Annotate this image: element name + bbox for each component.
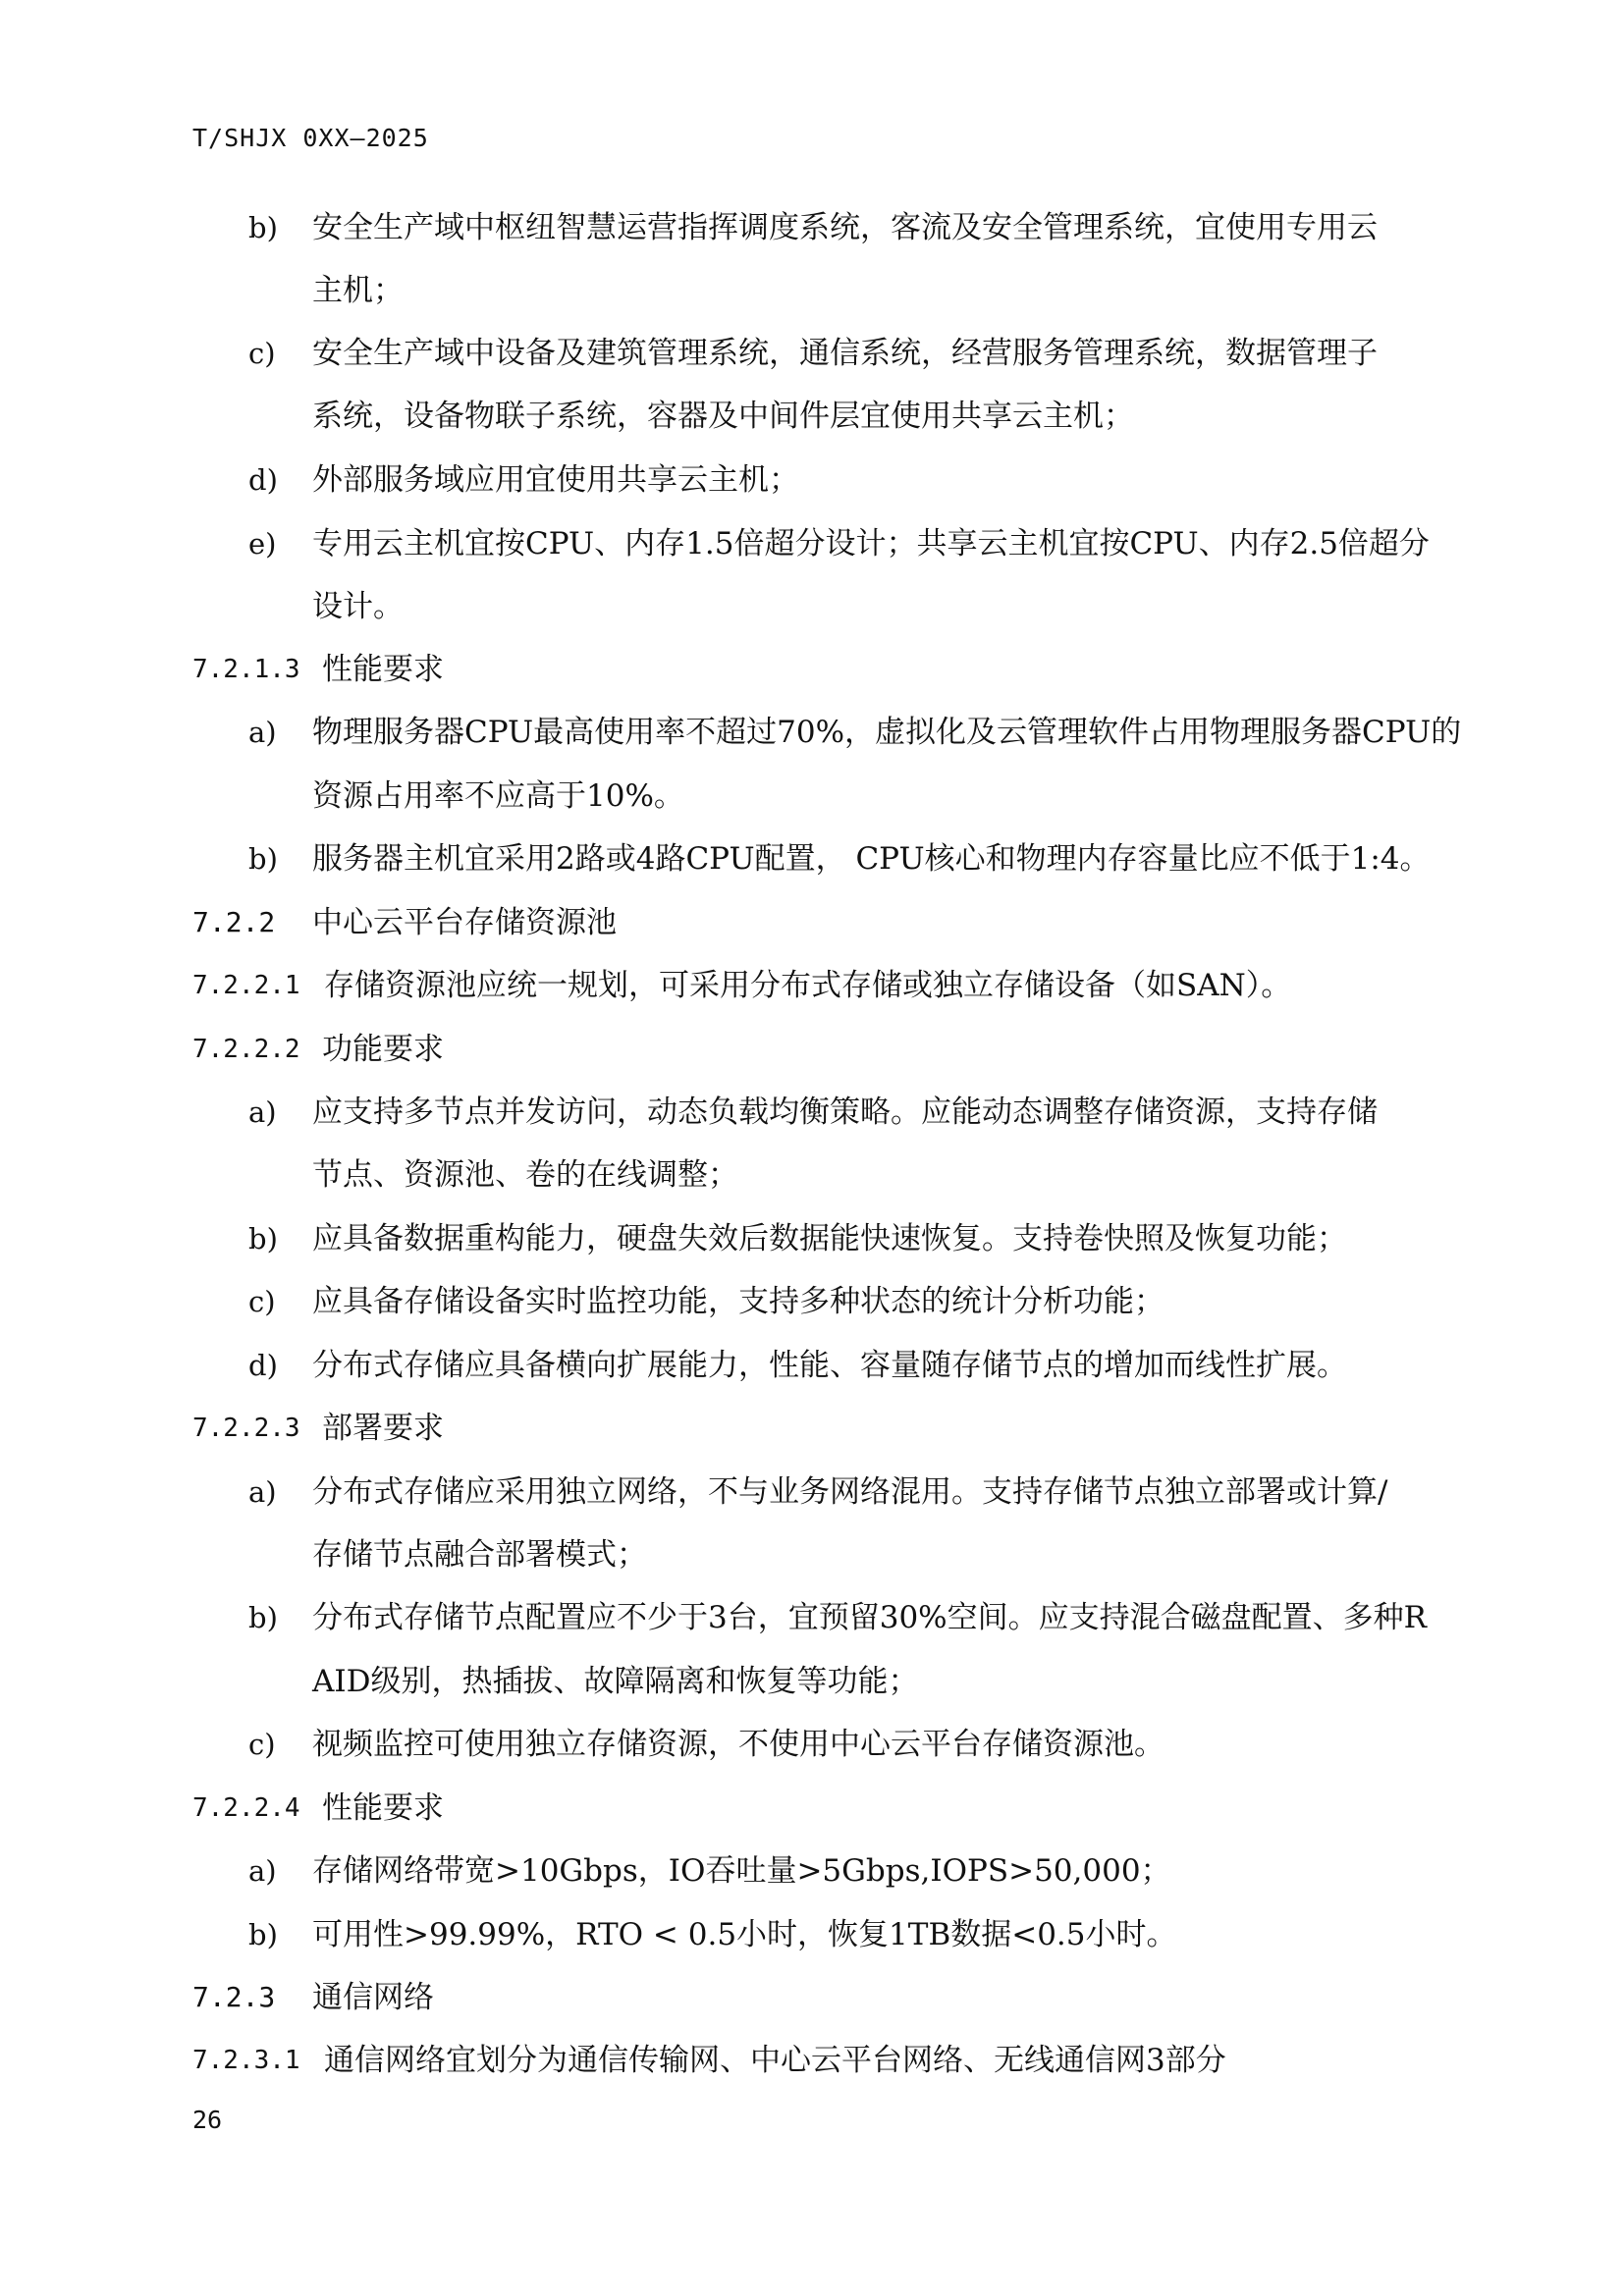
paragraph-line: 存储节点融合部署模式； <box>312 1537 647 1573</box>
paragraph-line: 分布式存储节点配置应不少于3台，宜预留30%空间。应支持混合磁盘配置、多种R <box>312 1600 1427 1635</box>
paragraph-line: AID级别，热插拔、故障隔离和恢复等功能； <box>312 1664 919 1699</box>
paragraph-line: 服务器主机宜采用2路或4路CPU配置， CPU核心和物理内存容量比应不低于1:4。 <box>312 841 1431 877</box>
list-label: c) <box>248 1285 276 1318</box>
section-title: 中心云平台存储资源池 <box>312 905 617 940</box>
list-label: d) <box>248 463 278 497</box>
page-number: 26 <box>192 2106 223 2134</box>
list-label: e) <box>248 527 277 561</box>
section-number: 7.2.2.1 <box>192 971 300 1000</box>
paragraph-line: 应具备数据重构能力，硬盘失效后数据能快速恢复。支持卷快照及恢复功能； <box>312 1221 1347 1256</box>
list-label: a) <box>248 1095 277 1129</box>
section-title: 通信网络 <box>312 1980 434 2015</box>
paragraph-line: 资源占用率不应高于10%。 <box>312 778 684 814</box>
paragraph-line: 通信网络宜划分为通信传输网、中心云平台网络、无线通信网3部分 <box>324 2043 1226 2078</box>
section-title: 性能要求 <box>322 652 444 687</box>
section-number: 7.2.3.1 <box>192 2046 300 2075</box>
paragraph-line: 存储网络带宽>10Gbps，IO吞吐量>5Gbps,IOPS>50,000； <box>312 1853 1171 1889</box>
paragraph-line: 应支持多节点并发访问，动态负载均衡策略。应能动态调整存储资源，支持存储 <box>312 1095 1378 1130</box>
list-label: a) <box>248 1854 277 1888</box>
paragraph-line: 物理服务器CPU最高使用率不超过70%，虚拟化及云管理软件占用物理服务器CPU的 <box>312 715 1462 750</box>
list-label: c) <box>248 337 276 370</box>
list-label: d) <box>248 1349 278 1382</box>
paragraph-line: 外部服务域应用宜使用共享云主机； <box>312 462 799 498</box>
paragraph-line: 主机； <box>312 273 404 308</box>
document-id-header: T/SHJX 0XX—2025 <box>192 124 429 152</box>
list-label: b) <box>248 211 278 244</box>
section-number: 7.2.2.3 <box>192 1414 300 1443</box>
section-number: 7.2.2 <box>192 906 276 938</box>
paragraph-line: 视频监控可使用独立存储资源，不使用中心云平台存储资源池。 <box>312 1727 1164 1762</box>
paragraph-line: 安全生产域中设备及建筑管理系统，通信系统，经营服务管理系统，数据管理子 <box>312 336 1378 371</box>
list-label: a) <box>248 1475 277 1509</box>
paragraph-line: 应具备存储设备实时监控功能，支持多种状态的统计分析功能； <box>312 1284 1164 1319</box>
paragraph-line: 分布式存储应采用独立网络，不与业务网络混用。支持存储节点独立部署或计算/ <box>312 1474 1388 1510</box>
paragraph-line: 分布式存储应具备横向扩展能力，性能、容量随存储节点的增加而线性扩展。 <box>312 1348 1347 1383</box>
section-title: 功能要求 <box>322 1032 444 1067</box>
section-number: 7.2.2.4 <box>192 1793 300 1823</box>
list-label: a) <box>248 716 277 749</box>
paragraph-line: 可用性>99.99%，RTO < 0.5小时，恢复1TB数据<0.5小时。 <box>312 1917 1177 1952</box>
list-label: b) <box>248 1222 278 1255</box>
list-label: b) <box>248 1601 278 1634</box>
list-label: b) <box>248 1918 278 1951</box>
paragraph-line: 节点、资源池、卷的在线调整； <box>312 1157 738 1193</box>
paragraph-line: 设计。 <box>312 589 404 624</box>
section-number: 7.2.2.2 <box>192 1035 300 1064</box>
paragraph-line: 安全生产域中枢纽智慧运营指挥调度系统，客流及安全管理系统，宜使用专用云 <box>312 210 1378 245</box>
list-label: c) <box>248 1728 276 1761</box>
section-number: 7.2.1.3 <box>192 655 300 684</box>
paragraph-line: 专用云主机宜按CPU、内存1.5倍超分设计；共享云主机宜按CPU、内存2.5倍超分 <box>312 526 1430 561</box>
section-title: 部署要求 <box>322 1411 444 1446</box>
section-number: 7.2.3 <box>192 1981 276 2013</box>
list-label: b) <box>248 842 278 876</box>
paragraph-line: 系统，设备物联子系统，容器及中间件层宜使用共享云主机； <box>312 399 1134 434</box>
section-title: 性能要求 <box>322 1790 444 1826</box>
paragraph-line: 存储资源池应统一规划，可采用分布式存储或独立存储设备（如SAN）。 <box>324 968 1292 1003</box>
